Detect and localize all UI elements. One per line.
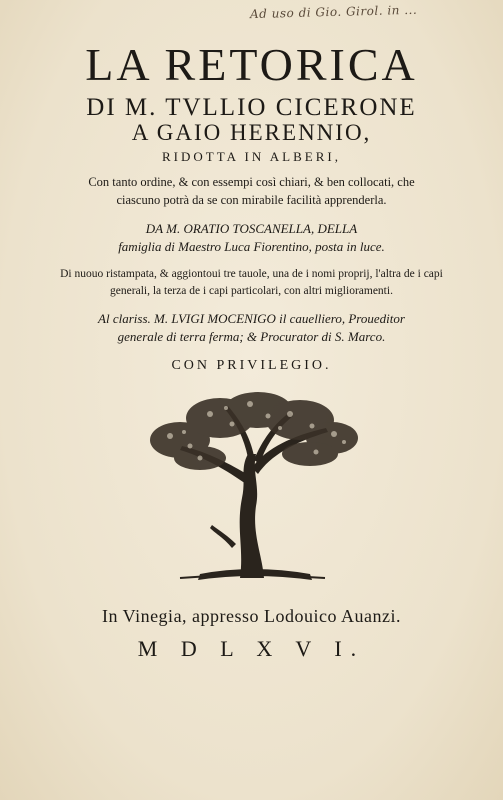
imprint-year: M D L X V I. (137, 636, 366, 661)
title-line-1: LA RETORICA (85, 39, 418, 90)
title-line-2: DI M. TVLLIO CICERONE (86, 94, 417, 121)
description (0, 173, 503, 209)
description-line-1: Con tanto ordine, & con essempi così chiari, & ben collocati, che (88, 175, 415, 189)
author (0, 220, 503, 256)
title-line-4: RIDOTTA IN ALBERI, (162, 149, 341, 164)
tree-woodcut-icon (140, 388, 364, 588)
author-line-2: famiglia di Maestro Luca Fiorentino, posta in luce. (118, 239, 385, 254)
privilege-line: CON PRIVILEGIO. (171, 358, 332, 373)
handwritten-note: Ad uso di Gio. Girol. in ... (249, 2, 418, 22)
edition-note (0, 266, 503, 300)
dedication (0, 310, 503, 346)
edition-note-line-1: Di nuouo ristampata, & aggiontoui tre tauole, una de i nomi proprij, l'altra de i capi (60, 268, 443, 280)
imprint-place-printer: In Vinegia, appresso Lodouico Auanzi. (101, 606, 402, 626)
dedication-line-2: generale di terra ferma; & Procurator di S. Marco. (117, 329, 386, 344)
description-line-2: ciascuno potrà da se con mirabile facilità apprenderla. (116, 193, 387, 207)
title-line-3: A GAIO HERENNIO, (131, 120, 372, 145)
dedication-line-1: Al clariss. M. LVIGI MOCENIGO il cauelliero, Proueditor (98, 311, 405, 326)
author-line-1: DA M. ORATIO TOSCANELLA, DELLA (145, 221, 358, 236)
edition-note-line-2: generali, la terza de i capi particolari, con altri miglioramenti. (110, 285, 393, 297)
